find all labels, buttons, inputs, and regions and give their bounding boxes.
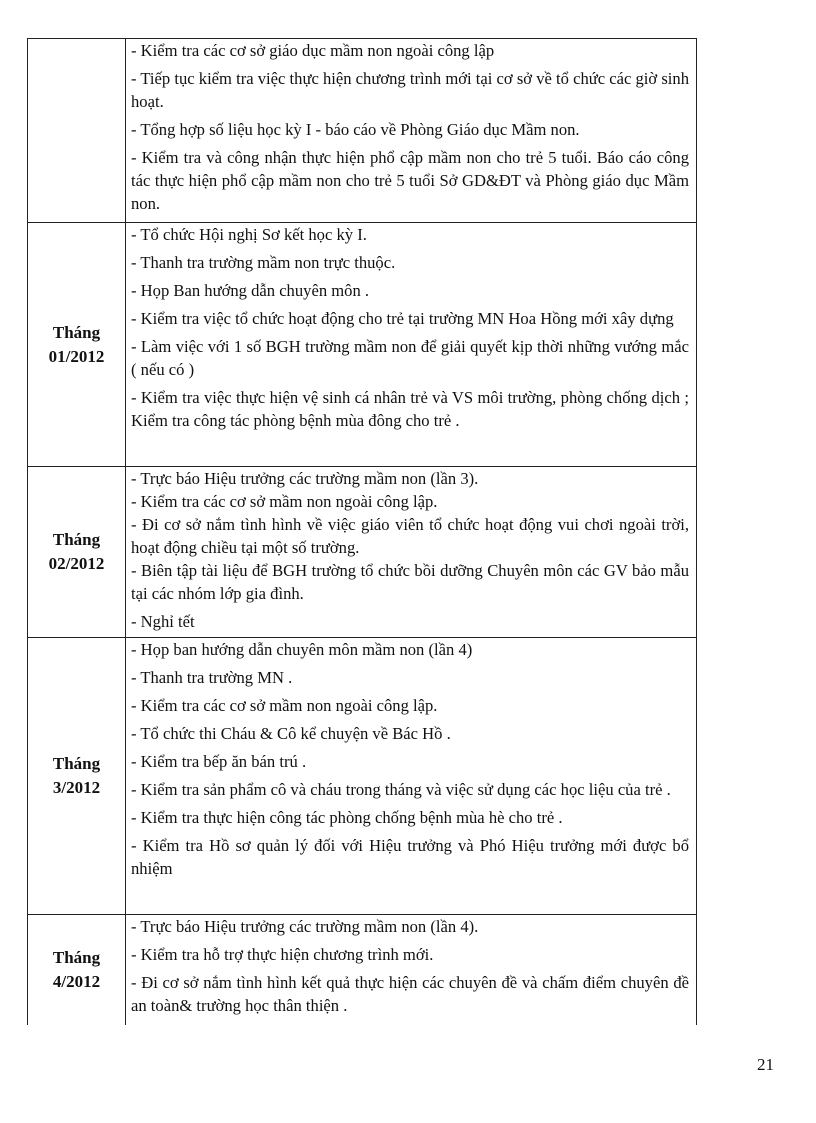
table-row <box>28 467 697 638</box>
tasks-cell <box>126 223 697 467</box>
month-label: Tháng <box>52 322 101 342</box>
tasks-cell <box>126 39 697 223</box>
month-label: Tháng <box>52 947 101 967</box>
task-item: - Biên tập tài liệu để BGH trường tổ chức bồi dưỡng Chuyên môn các GV bảo mẫu tại các nhóm lớp gia đình. <box>131 561 689 603</box>
task-item: - Tổ chức thi Cháu & Cô kể chuyện về Bác Hồ . <box>131 724 451 743</box>
task-item: - Họp ban hướng dẫn chuyên môn mầm non (lần 4) <box>131 640 473 659</box>
task-item: - Kiểm tra các cơ sở giáo dục mầm non ngoài công lập <box>131 41 495 60</box>
month-cell <box>28 39 126 223</box>
month-year: 01/2012 <box>48 346 105 366</box>
month-year: 02/2012 <box>48 554 105 573</box>
month-cell <box>28 915 126 1025</box>
task-item: - Kiểm tra thực hiện công tác phòng chống bệnh mùa hè cho trẻ . <box>131 808 563 827</box>
tasks-cell <box>126 467 697 638</box>
month-year: 3/2012 <box>52 778 101 797</box>
table-row <box>28 223 697 467</box>
task-item: - Đi cơ sở nắm tình hình về việc giáo viên tổ chức hoạt động vui chơi ngoài trời, hoạt động chiều tại một số trường. <box>131 515 689 557</box>
month-cell <box>28 223 126 467</box>
task-item: - Trực báo Hiệu trưởng các trường mầm non (lần 4). <box>131 917 479 936</box>
task-item: - Tiếp tục kiểm tra việc thực hiện chương trình mới tại cơ sở về tổ chức các giờ sinh hoạt. <box>131 69 689 111</box>
task-item: - Tổng hợp số liệu học kỳ I - báo cáo về Phòng Giáo dục Mầm non. <box>131 120 580 139</box>
task-item: - Tổ chức Hội nghị Sơ kết học kỳ I. <box>131 225 367 244</box>
page-number: 21 <box>757 1055 774 1074</box>
task-item: - Kiểm tra Hồ sơ quản lý đối với Hiệu trưởng và Phó Hiệu trưởng mới được bổ nhiệm <box>131 836 689 878</box>
task-item: - Kiểm tra việc tổ chức hoạt động cho trẻ tại trường MN Hoa Hồng mới xây dựng <box>131 309 674 328</box>
task-item: - Kiểm tra các cơ sở mầm non ngoài công lập. <box>131 492 438 511</box>
table-row <box>28 915 697 1025</box>
task-item: - Làm việc với 1 số BGH trường mầm non để giải quyết kịp thời những vướng mắc ( nếu có ) <box>131 337 689 379</box>
task-item: - Thanh tra trường mầm non trực thuộc. <box>131 253 396 272</box>
work-plan-table <box>27 38 697 1025</box>
task-item: - Kiểm tra các cơ sở mầm non ngoài công lập. <box>131 696 438 715</box>
month-label: Tháng <box>52 754 101 773</box>
task-item: - Kiểm tra sản phẩm cô và cháu trong tháng và việc sử dụng các học liệu của trẻ . <box>131 780 671 799</box>
task-item: - Thanh tra trường MN . <box>131 668 293 687</box>
tasks-cell <box>126 915 697 1025</box>
month-label: Tháng <box>52 530 101 549</box>
month-cell <box>28 638 126 915</box>
task-item: - Kiểm tra việc thực hiện vệ sinh cá nhân trẻ và VS môi trường, phòng chống dịch ; Kiểm tra công tác phòng bệnh mùa đông cho trẻ . <box>131 388 689 430</box>
month-cell <box>28 467 126 638</box>
table-row <box>28 39 697 223</box>
task-item: - Trực báo Hiệu trưởng các trường mầm non (lần 3). <box>131 469 479 488</box>
task-item: - Kiểm tra hỗ trợ thực hiện chương trình mới. <box>131 945 434 964</box>
tasks-cell <box>126 638 697 915</box>
task-item: - Đi cơ sở nắm tình hình kết quả thực hiện các chuyên đề và chấm điểm chuyên đề an toàn& trường học thân thiện . <box>131 973 689 1015</box>
task-item: - Họp Ban hướng dẫn chuyên môn . <box>131 281 370 300</box>
task-item: - Nghỉ tết <box>131 612 195 631</box>
task-item: - Kiểm tra và công nhận thực hiện phổ cập mầm non cho trẻ 5 tuổi. Báo cáo công tác thực hiện phổ cập mầm non cho trẻ 5 tuổi Sở GD&ĐT và Phòng giáo dục Mầm non. <box>131 148 689 213</box>
month-year: 4/2012 <box>52 971 101 991</box>
table-row <box>28 638 697 915</box>
task-item: - Kiểm tra bếp ăn bán trú . <box>131 752 307 771</box>
